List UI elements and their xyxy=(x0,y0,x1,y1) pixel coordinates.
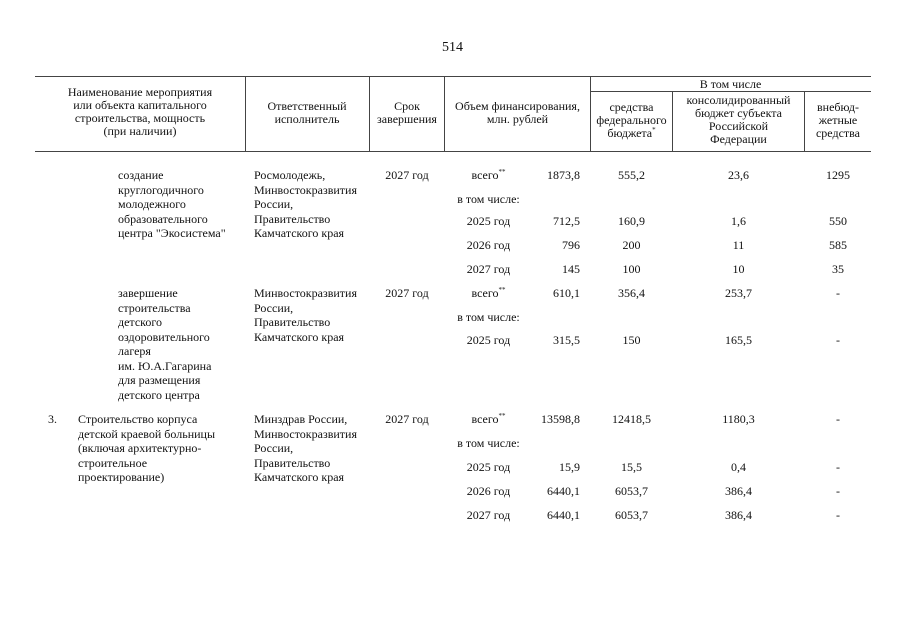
header-executor: Ответственный исполнитель xyxy=(267,99,347,126)
row-extra: - xyxy=(836,412,840,426)
header-bottom-border xyxy=(35,151,871,152)
column-divider xyxy=(245,76,246,151)
row-federal: 200 xyxy=(622,238,641,252)
row-federal: 12418,5 xyxy=(612,412,651,426)
entry-name: создание круглогодичного молодежного образовательного центра "Экосистема" xyxy=(118,168,226,240)
row-extra: 35 xyxy=(832,262,844,276)
row-label: 2027 год xyxy=(466,508,511,522)
header-federal: средства федерального бюджета* xyxy=(596,100,667,140)
row-federal: 160,9 xyxy=(618,214,645,228)
row-regional: 1180,3 xyxy=(722,412,755,426)
header-extra: внебюд- жетные средства xyxy=(815,100,860,140)
row-extra: - xyxy=(836,333,840,347)
row-regional: 386,4 xyxy=(725,508,752,522)
row-label: всего** xyxy=(471,412,506,426)
row-total: 6440,1 xyxy=(547,508,580,522)
subheader-divider xyxy=(590,91,871,92)
row-extra: 585 xyxy=(829,238,847,252)
row-regional: 23,6 xyxy=(728,168,749,182)
row-label: всего** xyxy=(471,286,506,300)
row-label: 2025 год xyxy=(466,460,511,474)
row-regional: 253,7 xyxy=(725,286,752,300)
row-regional: 386,4 xyxy=(725,484,752,498)
row-label: 2026 год xyxy=(466,238,511,252)
row-label: 2026 год xyxy=(466,484,511,498)
row-regional: 1,6 xyxy=(731,214,746,228)
row-label: в том числе: xyxy=(457,436,520,450)
row-total: 796 xyxy=(562,238,580,252)
row-regional: 165,5 xyxy=(725,333,752,347)
row-federal: 100 xyxy=(622,262,641,276)
row-label: в том числе: xyxy=(457,192,520,206)
entry-executor: Росмолодежь, Минвостокразвития России, Правительство Камчатского края xyxy=(254,168,357,240)
row-label: 2025 год xyxy=(466,214,511,228)
row-federal: 150 xyxy=(622,333,641,347)
row-total: 315,5 xyxy=(553,333,580,347)
row-federal: 6053,7 xyxy=(615,484,648,498)
row-extra: - xyxy=(836,460,840,474)
entry-executor: Минвостокразвития России, Правительство Камчатского края xyxy=(254,286,357,344)
header-including: В том числе xyxy=(699,77,762,91)
row-extra: - xyxy=(836,508,840,522)
header-regional: консолидированный бюджет субъекта Российской Федерации xyxy=(686,93,791,146)
row-regional: 0,4 xyxy=(731,460,746,474)
row-extra: 550 xyxy=(829,214,847,228)
entry-deadline: 2027 год xyxy=(385,412,429,426)
row-label: в том числе: xyxy=(457,310,520,324)
entry-deadline: 2027 год xyxy=(385,168,429,182)
row-federal: 15,5 xyxy=(621,460,642,474)
page-number: 514 xyxy=(442,40,463,55)
row-label: 2025 год xyxy=(466,333,511,347)
row-total: 13598,8 xyxy=(541,412,580,426)
row-regional: 10 xyxy=(732,262,745,276)
row-federal: 6053,7 xyxy=(615,508,648,522)
row-total: 145 xyxy=(562,262,580,276)
header-deadline: Срок завершения xyxy=(377,99,437,126)
row-federal: 356,4 xyxy=(618,286,645,300)
entry-name: завершение строительства детского оздоровительного лагеря им. Ю.А.Гагарина для размещения детского центра xyxy=(118,286,212,402)
row-regional: 11 xyxy=(732,238,745,252)
row-federal: 555,2 xyxy=(618,168,645,182)
row-label: 2027 год xyxy=(466,262,511,276)
entry-number: 3. xyxy=(48,412,57,426)
header-name: Наименование мероприятия или объекта капитального строительства, мощность (при наличии) xyxy=(67,85,213,138)
row-total: 15,9 xyxy=(559,460,580,474)
entry-executor: Минздрав России, Минвостокразвития России, Правительство Камчатского края xyxy=(254,412,357,484)
entry-deadline: 2027 год xyxy=(385,286,429,300)
header-volume: Объем финансирования, млн. рублей xyxy=(455,99,580,126)
row-total: 712,5 xyxy=(553,214,580,228)
row-extra: - xyxy=(836,286,840,300)
entry-name: Строительство корпуса детской краевой больницы (включая архитектурно- строительное проектирование) xyxy=(78,412,216,484)
row-label: всего** xyxy=(471,168,506,182)
row-extra: - xyxy=(836,484,840,498)
row-total: 1873,8 xyxy=(547,168,580,182)
row-total: 610,1 xyxy=(553,286,580,300)
row-total: 6440,1 xyxy=(547,484,580,498)
row-extra: 1295 xyxy=(826,168,850,182)
